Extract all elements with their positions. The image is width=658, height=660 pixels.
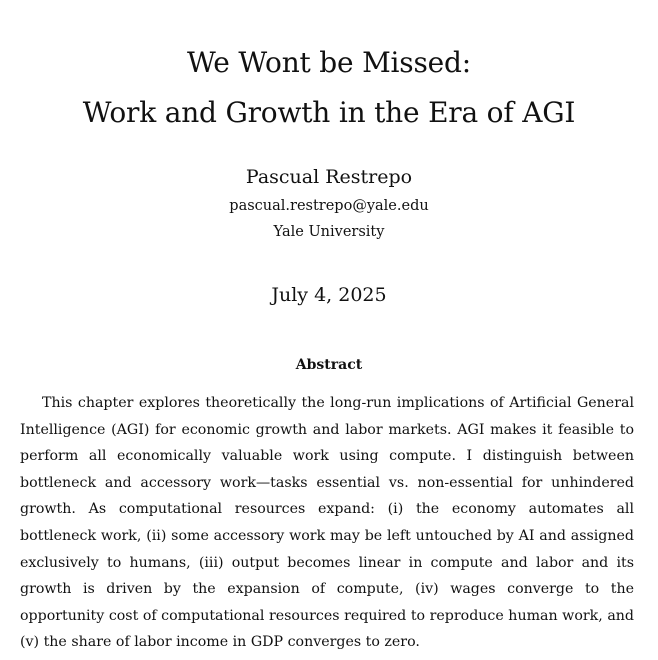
paper-title-line-2: Work and Growth in the Era of AGI	[82, 96, 576, 129]
author-affiliation: Yale University	[273, 224, 385, 240]
author-email: pascual.restrepo@yale.edu	[229, 198, 429, 214]
paper-title-line-1: We Wont be Missed:	[187, 46, 471, 79]
abstract-heading: Abstract	[295, 357, 363, 373]
author-name: Pascual Restrepo	[245, 166, 413, 188]
abstract-body: This chapter explores theoretically the long-run implications of Artificial General Intelligence (AGI) for economic growth and labor markets. AGI makes it feasible to perform all economically valuable work using compute. I distinguish between bottleneck and accessory work—tasks essential vs. non-essential for unhindered growth. As computational resources expand: (i) the economy automates all bottleneck work, (ii) some accessory work may be left untouched by AI and assigned exclusively to humans, (iii) output becomes linear in compute and labor and its growth is driven by the expansion of compute, (iv) wages converge to the opportunity cost of computational resources required to reproduce human work, and (v) the share of labor income in GDP converges to zero.	[20, 395, 634, 651]
publication-date: July 4, 2025	[271, 284, 387, 306]
